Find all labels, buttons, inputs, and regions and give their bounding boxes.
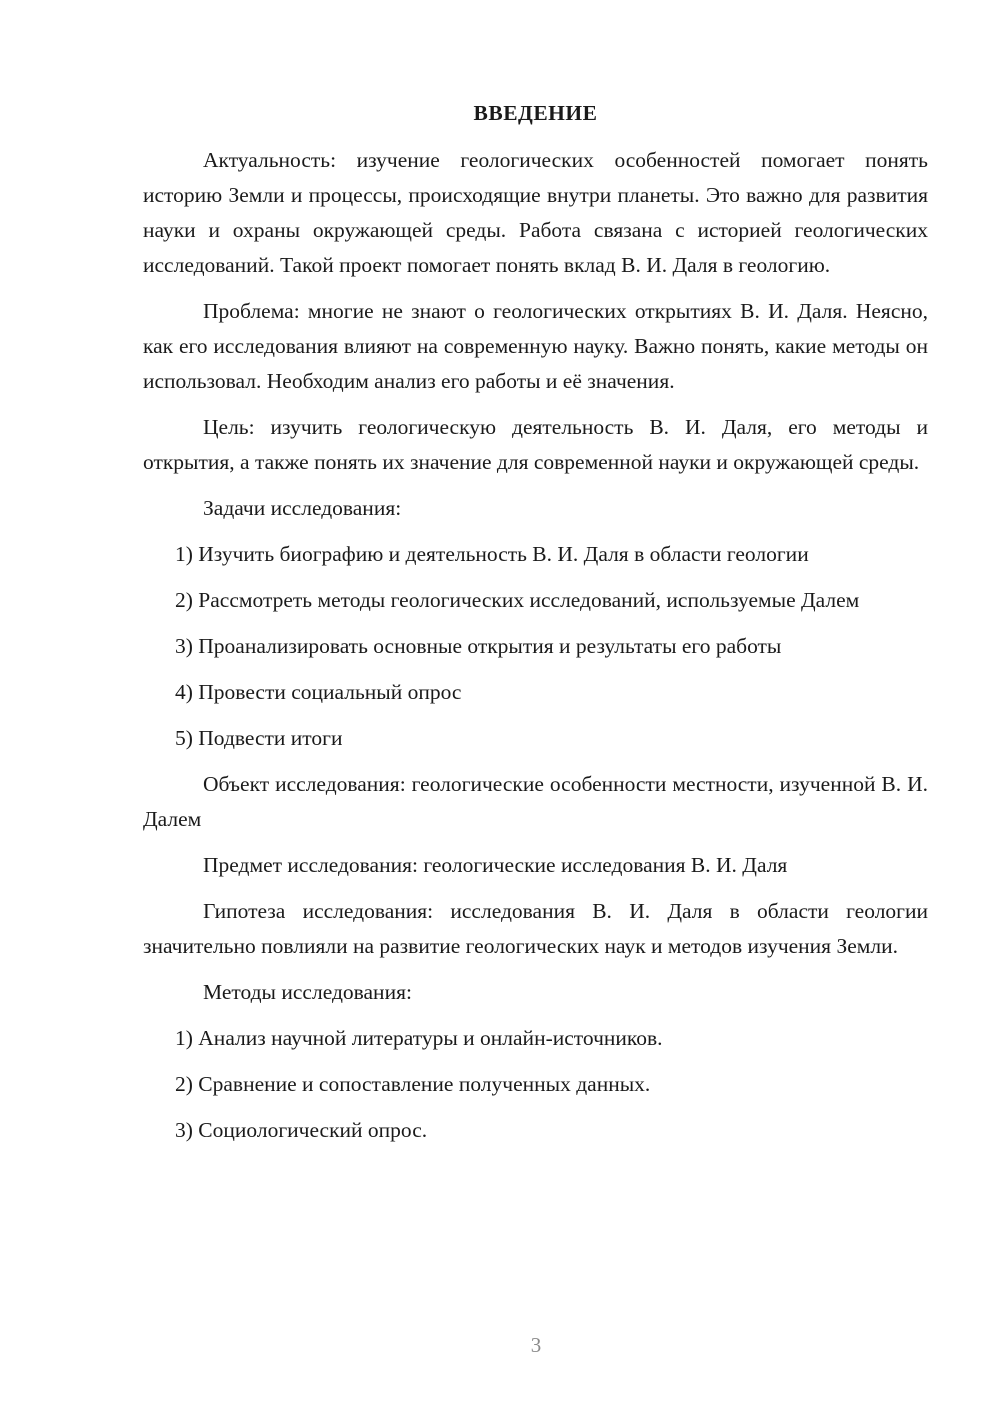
object-paragraph: Объект исследования: геологические особенности местности, изученной В. И. Далем: [143, 772, 928, 831]
task-item: 1) Изучить биографию и деятельность В. И. Даля в области геологии: [175, 542, 809, 566]
subject-paragraph: Предмет исследования: геологические исследования В. И. Даля: [203, 853, 788, 877]
task-item: 3) Проанализировать основные открытия и результаты его работы: [175, 634, 782, 658]
relevance-paragraph: Актуальность: изучение геологических особенностей помогает понять историю Земли и процессы, происходящие внутри планеты. Это важно для развития науки и охраны окружающей среды. Работа связана с историей геологических исследований. Такой проект помогает понять вклад В. И. Даля в геологию.: [143, 148, 928, 277]
page-number: 3: [530, 1333, 542, 1357]
hypothesis-paragraph: Гипотеза исследования: исследования В. И. Даля в области геологии значительно повлияли на развитие геологических наук и методов изучения Земли.: [143, 899, 928, 958]
method-item: 3) Социологический опрос.: [175, 1118, 428, 1142]
method-item: 2) Сравнение и сопоставление полученных данных.: [175, 1072, 651, 1096]
page-title: ВВЕДЕНИЕ: [473, 101, 598, 125]
methods-heading: Методы исследования:: [203, 980, 412, 1004]
task-item: 2) Рассмотреть методы геологических исследований, используемые Далем: [175, 588, 860, 612]
problem-paragraph: Проблема: многие не знают о геологических открытиях В. И. Даля. Неясно, как его исследования влияют на современную науку. Важно понять, какие методы он использовал. Необходим анализ его работы и её значения.: [143, 299, 928, 393]
goal-paragraph: Цель: изучить геологическую деятельность В. И. Даля, его методы и открытия, а также понять их значение для современной науки и окружающей среды.: [143, 415, 928, 474]
task-item: 5) Подвести итоги: [175, 726, 343, 750]
tasks-heading: Задачи исследования:: [203, 496, 402, 520]
method-item: 1) Анализ научной литературы и онлайн-источников.: [175, 1026, 663, 1050]
task-item: 4) Провести социальный опрос: [175, 680, 462, 704]
document-page: [143, 96, 928, 1159]
